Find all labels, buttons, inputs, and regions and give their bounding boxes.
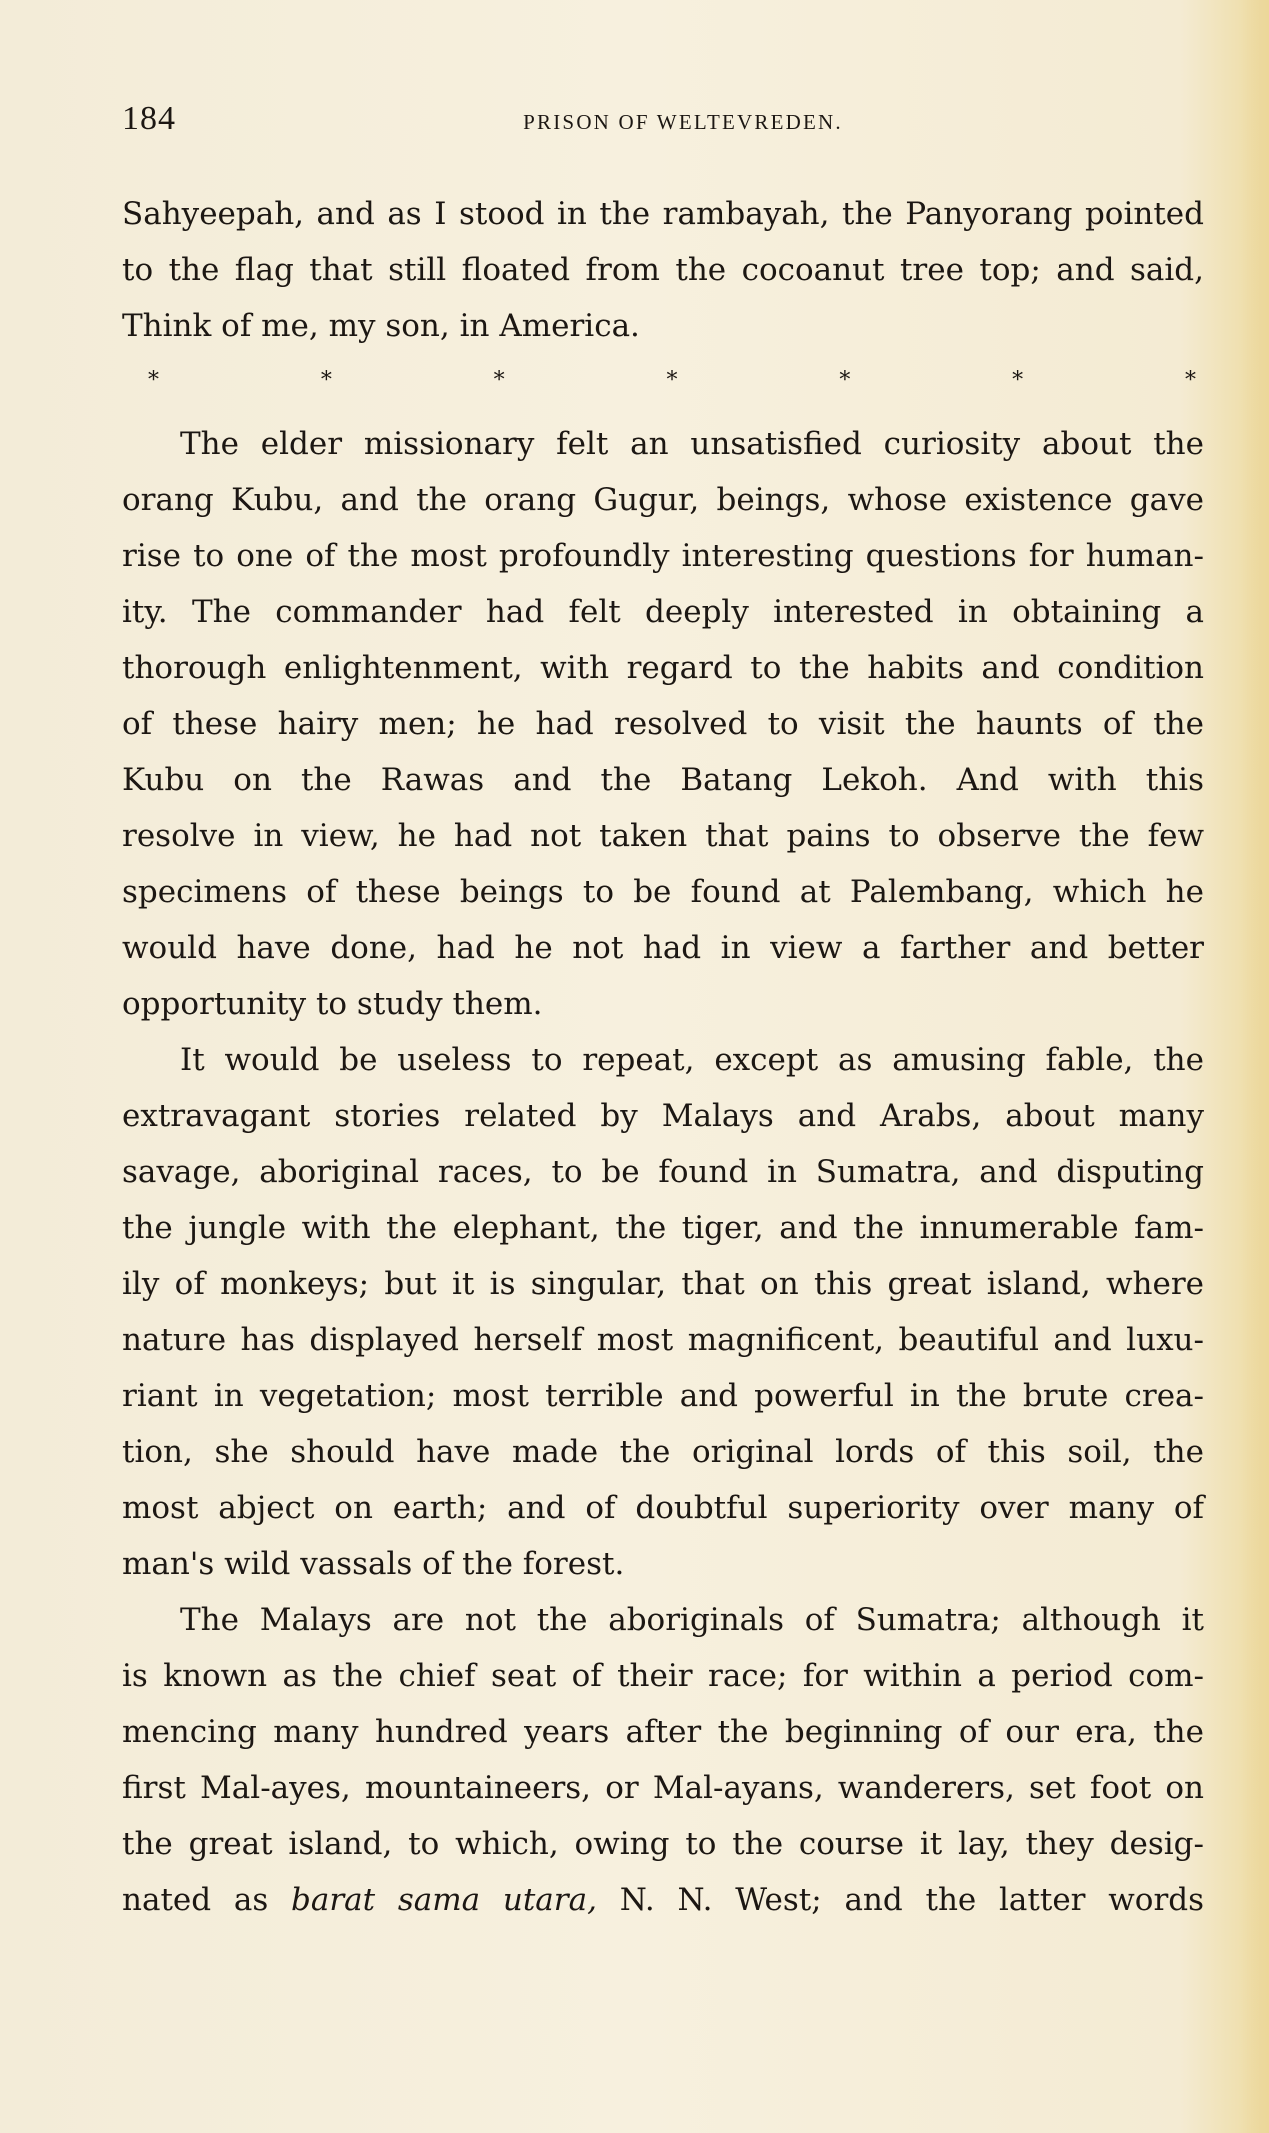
- running-title: PRISON OF WELTEVREDEN.: [523, 110, 843, 134]
- text-line: [122, 1880, 1204, 1920]
- text-line: opportunity to study them.: [122, 986, 543, 1022]
- text-line: specimens of these beings to be found at Palembang, which he: [122, 874, 1204, 910]
- text-line: resolve in view, he had not taken that pains to observe the few: [122, 818, 1204, 854]
- text-line: savage, aboriginal races, to be found in Sumatra, and disputing: [122, 1154, 1204, 1190]
- text-line: ity. The commander had felt deeply interested in obtaining a: [122, 594, 1204, 630]
- text-line: rise to one of the most profoundly interesting questions for human-: [122, 538, 1204, 574]
- text-line: thorough enlightenment, with regard to the habits and condition: [122, 650, 1204, 686]
- asterisk: *: [320, 368, 332, 393]
- text-line: of these hairy men; he had resolved to visit the haunts of the: [122, 706, 1204, 742]
- text-line: Kubu on the Rawas and the Batang Lekoh. And with this: [122, 762, 1204, 798]
- text-line: nature has displayed herself most magnificent, beautiful and luxu-: [122, 1322, 1204, 1358]
- asterisk: *: [839, 368, 851, 393]
- text-line: tion, she should have made the original lords of this soil, the: [122, 1434, 1204, 1470]
- asterisk: *: [148, 368, 159, 393]
- text-line: the jungle with the elephant, the tiger, and the innumerable fam-: [122, 1210, 1204, 1246]
- text-line: Think of me, my son, in America.: [122, 308, 640, 344]
- text-line: extravagant stories related by Malays and Arabs, about many: [122, 1098, 1204, 1134]
- page-number: 184: [122, 100, 176, 137]
- text-line: The elder missionary felt an unsatisfied curiosity about the: [180, 426, 1204, 462]
- text-line: It would be useless to repeat, except as amusing fable, the: [180, 1042, 1204, 1078]
- section-separator: [148, 368, 1196, 398]
- text-line: mencing many hundred years after the beginning of our era, the: [122, 1714, 1204, 1750]
- page-edge-shading: [1241, 0, 1269, 2133]
- text-line: The Malays are not the aboriginals of Sumatra; although it: [180, 1602, 1204, 1638]
- text-run: nated as: [122, 1882, 269, 1918]
- asterisk: *: [493, 368, 505, 393]
- text-line: Sahyeepah, and as I stood in the rambayah, the Panyorang pointed: [122, 196, 1204, 232]
- asterisk: *: [666, 368, 678, 393]
- text-line: ily of monkeys; but it is singular, that on this great island, where: [122, 1266, 1204, 1302]
- page-header: [122, 100, 1204, 150]
- text-run: N. N. West; and the latter words: [619, 1882, 1205, 1918]
- asterisk: *: [1184, 368, 1196, 393]
- italic-phrase: barat sama utara,: [291, 1882, 597, 1918]
- text-line: riant in vegetation; most terrible and powerful in the brute crea-: [122, 1378, 1204, 1414]
- text-line: would have done, had he not had in view a farther and better: [122, 930, 1204, 966]
- text-line: man's wild vassals of the forest.: [122, 1546, 625, 1582]
- text-line: orang Kubu, and the orang Gugur, beings, whose existence gave: [122, 482, 1204, 518]
- text-line: is known as the chief seat of their race; for within a period com-: [122, 1658, 1204, 1694]
- text-line: to the flag that still floated from the cocoanut tree top; and said,: [122, 252, 1204, 288]
- asterisk: *: [1012, 368, 1024, 393]
- text-line: the great island, to which, owing to the course it lay, they desig-: [122, 1826, 1204, 1862]
- text-line: most abject on earth; and of doubtful superiority over many of: [122, 1490, 1204, 1526]
- text-line: first Mal-ayes, mountaineers, or Mal-ayans, wanderers, set foot on: [122, 1770, 1204, 1806]
